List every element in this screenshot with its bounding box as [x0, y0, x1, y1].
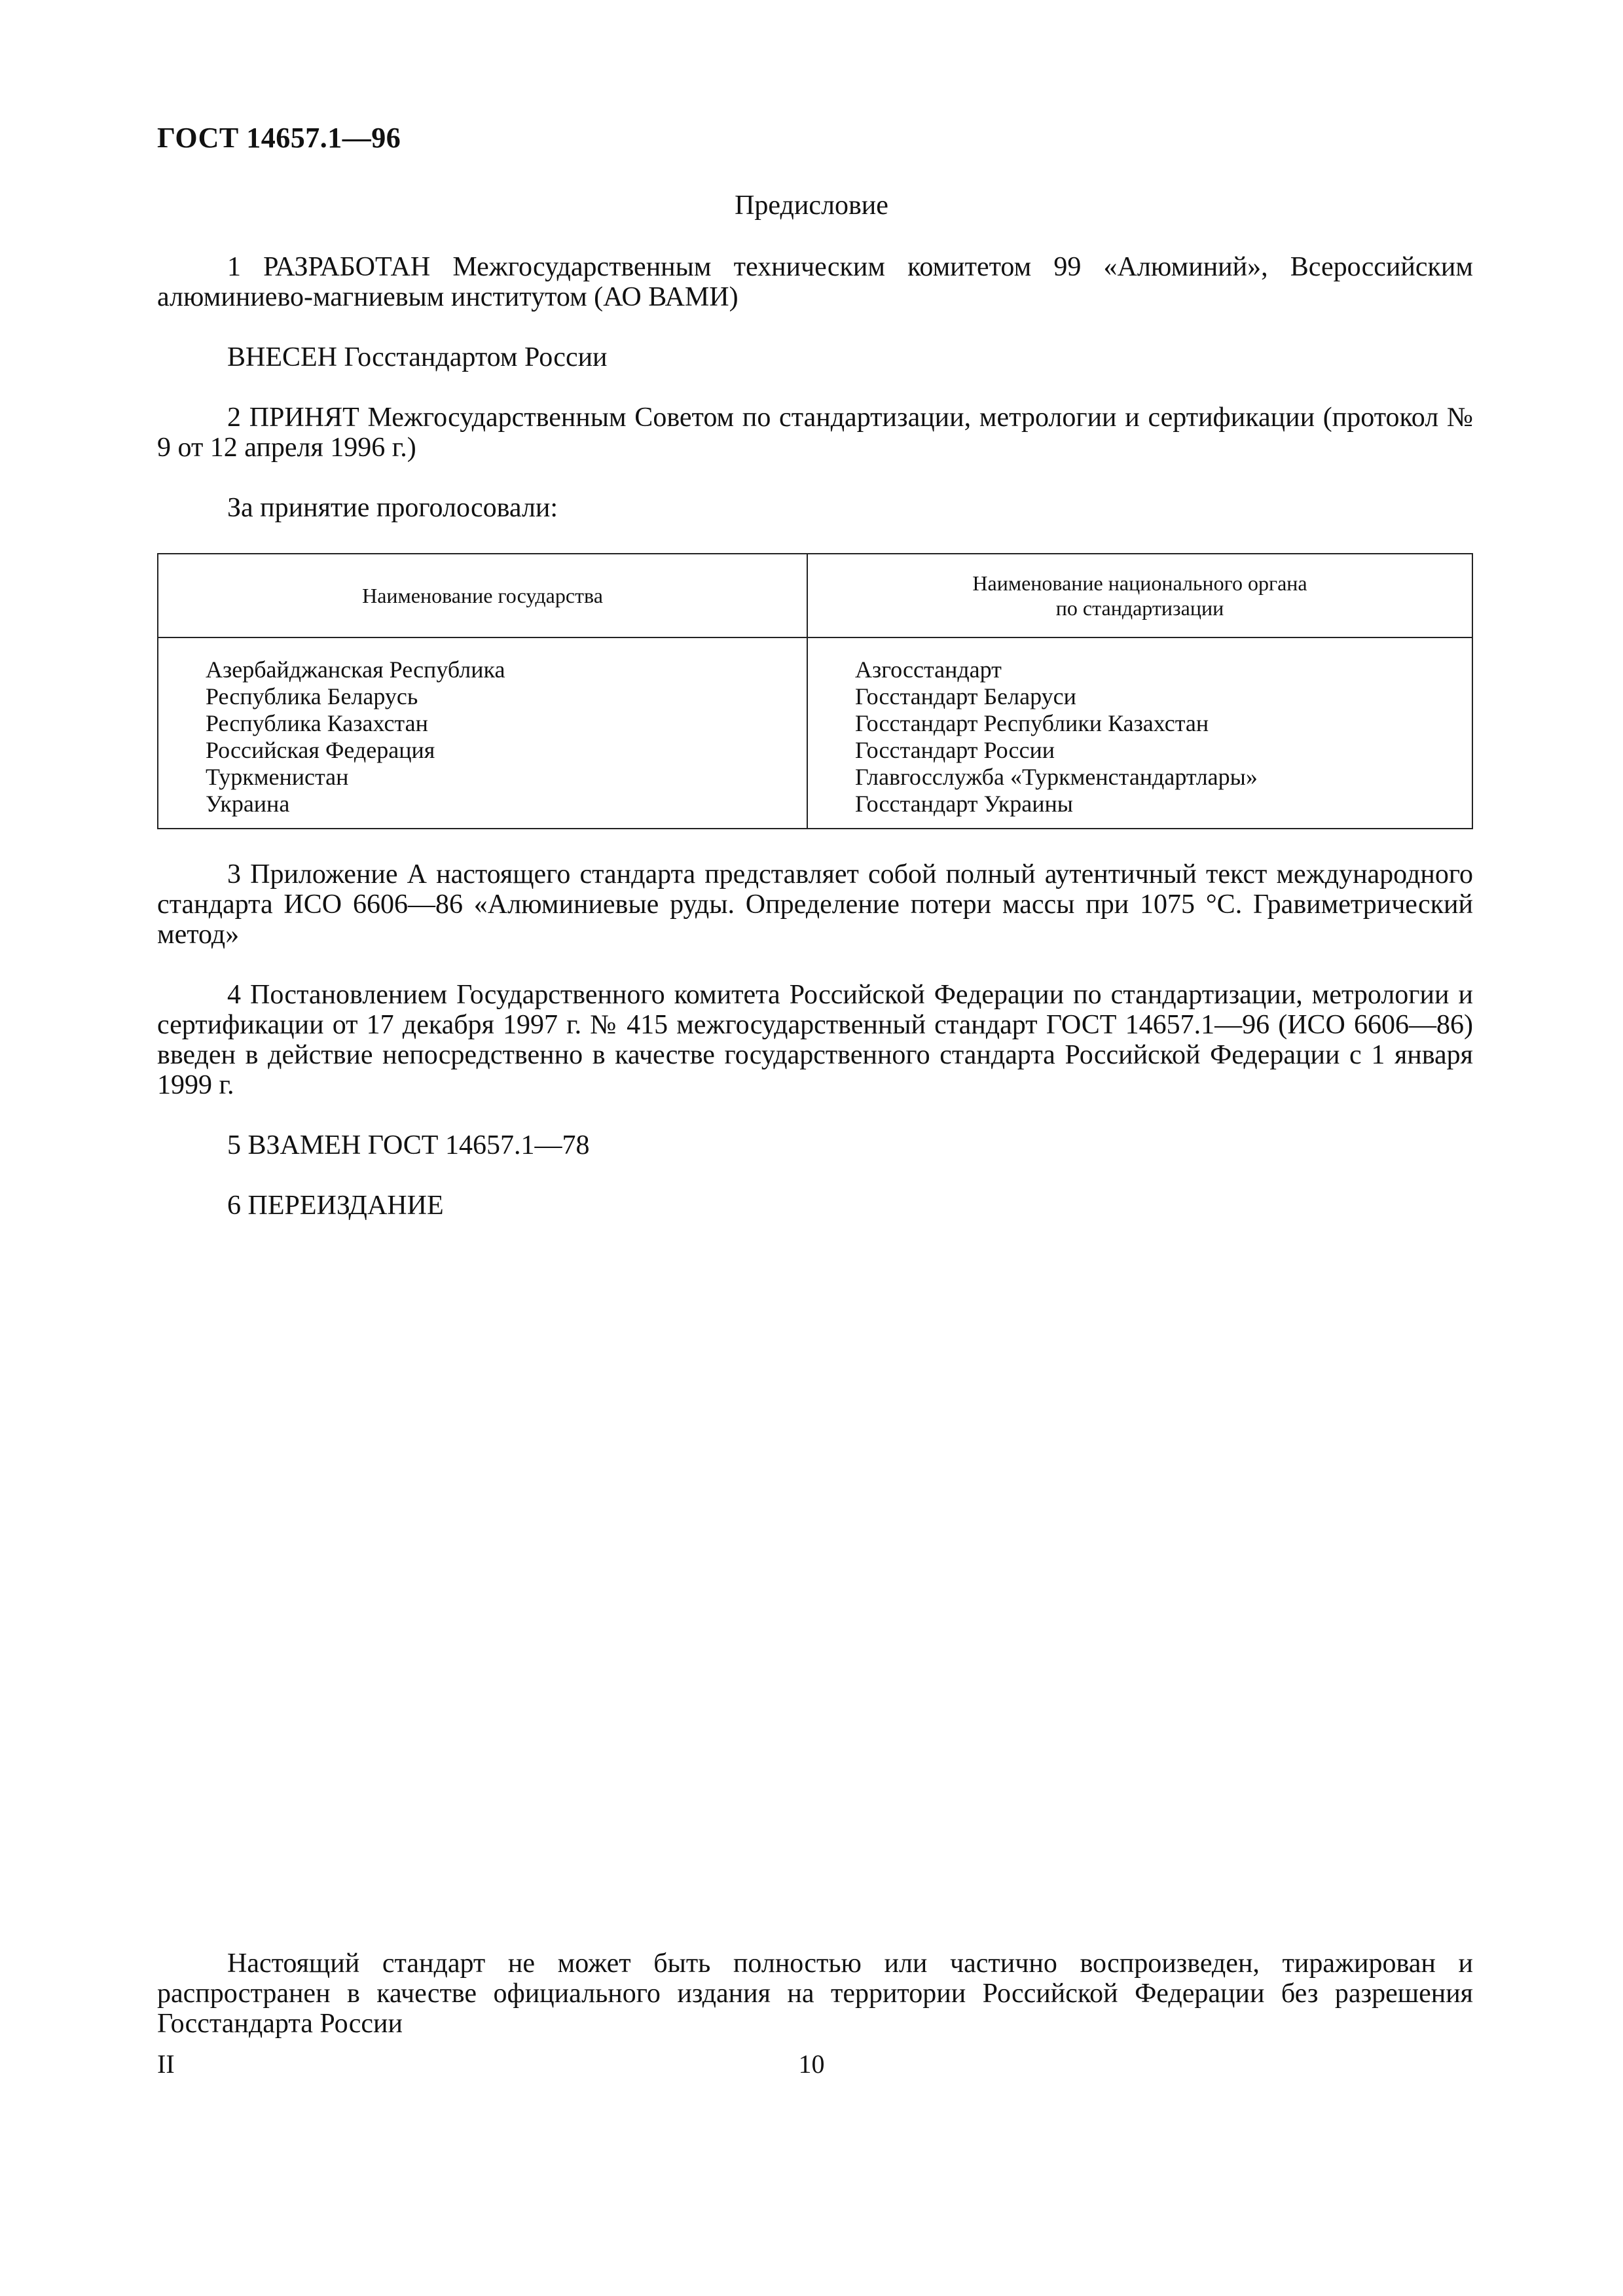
header-body-line1: Наименование национального органа: [972, 571, 1307, 595]
section-heading: Предисловие: [735, 190, 888, 221]
state-name: Российская Федерация: [206, 737, 435, 763]
body-name: Азгосстандарт: [855, 656, 1002, 683]
header-state-name: [158, 554, 807, 637]
body-name: Госстандарт Беларуси: [855, 683, 1076, 709]
copyright-notice: Настоящий стандарт не может быть полностью или частично воспроизведен, тиражирован и распространен в качестве официального издания на территории Российской Федерации без разрешения Госстандарта России: [157, 1948, 1473, 2039]
paragraph-adopted: 2 ПРИНЯТ Межгосударственным Советом по стандартизации, метрологии и сертификации (протокол № 9 от 12 апреля 1996 г.): [157, 403, 1473, 463]
body-name: Госстандарт Украины: [855, 791, 1073, 817]
state-name: Республика Беларусь: [206, 683, 418, 709]
bodies-cell: [807, 637, 1472, 829]
body-name: Госстандарт Республики Казахстан: [855, 710, 1209, 736]
state-name: Туркменистан: [206, 764, 349, 790]
paragraph-introduced: ВНЕСЕН Госстандартом России: [227, 342, 608, 372]
paragraph-replaces: 5 ВЗАМЕН ГОСТ 14657.1—78: [227, 1130, 590, 1160]
paragraph-developed: 1 РАЗРАБОТАН Межгосударственным техническим комитетом 99 «Алюминий», Всероссийским алюминиево-магниевым институтом (АО ВАМИ): [157, 252, 1473, 312]
table-row: [158, 637, 1472, 829]
document-body: [157, 252, 1473, 1251]
body-name: Главгосслужба «Туркменстандартлары»: [855, 764, 1258, 790]
header-standards-body: [807, 554, 1472, 637]
page-number: 10: [798, 2049, 825, 2079]
header-body-line2: по стандартизации: [1055, 596, 1224, 620]
paragraph-voted: За принятие проголосовали:: [227, 493, 558, 523]
paragraph-reissue: 6 ПЕРЕИЗДАНИЕ: [227, 1191, 444, 1221]
state-name: Украина: [206, 791, 290, 817]
body-name: Госстандарт России: [855, 737, 1055, 763]
document-code: ГОСТ 14657.1—96: [157, 122, 401, 154]
paragraph-resolution: 4 Постановлением Государственного комитета Российской Федерации по стандартизации, метрологии и сертификации от 17 декабря 1997 г. № 415 межгосударственный стандарт ГОСТ 14657.1—96 (ИСО 6606—86) введен в действие непосредственно в качестве государственного стандарта Российской Федерации с 1 января 1999 г.: [157, 980, 1473, 1100]
paragraph-annex: 3 Приложение А настоящего стандарта представляет собой полный аутентичный текст международного стандарта ИСО 6606—86 «Алюминиевые руды. Определение потери массы при 1075 °С. Гравиметрический метод»: [157, 859, 1473, 950]
voting-table: [157, 553, 1473, 829]
header-state-label: Наименование государства: [362, 584, 603, 607]
state-name: Республика Казахстан: [206, 710, 428, 736]
states-cell: [158, 637, 807, 829]
table-header-row: [158, 554, 1472, 637]
page-roman-numeral: II: [157, 2049, 175, 2079]
state-name: Азербайджанская Республика: [206, 656, 505, 683]
